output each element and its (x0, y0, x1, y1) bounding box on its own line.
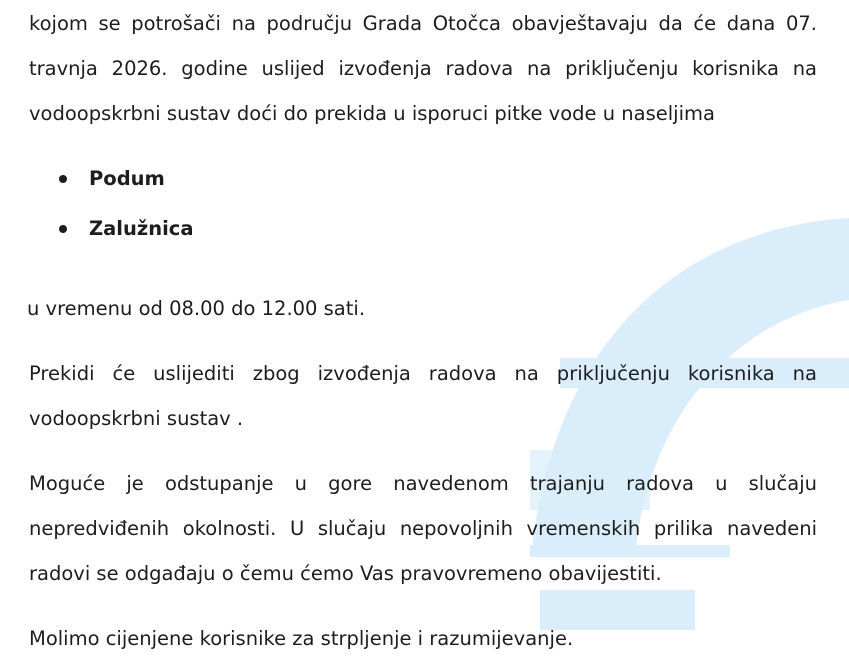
reason-line-1: Prekidi će uslijediti zbog izvođenja radova na priključenju korisnika na (29, 362, 817, 385)
reason-paragraph (29, 351, 817, 441)
deviation-line-3: radovi se odgađaju o čemu ćemo Vas pravovremeno obavijestiti. (29, 562, 662, 585)
settlement-name: Podum (89, 167, 165, 190)
reason-line-2: vodoopskrbni sustav . (29, 407, 244, 430)
settlement-list (57, 154, 194, 254)
bullet-icon (59, 175, 67, 183)
list-item (57, 204, 194, 254)
closing-paragraph (29, 616, 817, 661)
intro-paragraph (29, 1, 817, 136)
intro-line-3: vodoopskrbni sustav doći do prekida u isporuci pitke vode u naseljima (29, 102, 715, 125)
bullet-icon (59, 225, 67, 233)
time-paragraph (27, 286, 815, 331)
time-line: u vremenu od 08.00 do 12.00 sati. (27, 297, 366, 320)
closing-line: Molimo cijenjene korisnike za strpljenje i razumijevanje. (29, 627, 574, 650)
intro-line-1: kojom se potrošači na području Grada Otočca obavještavaju da će dana 07. (29, 12, 817, 35)
deviation-line-1: Moguće je odstupanje u gore navedenom trajanju radova u slučaju (29, 472, 817, 495)
intro-line-2: travnja 2026. godine uslijed izvođenja radova na priključenju korisnika na (29, 57, 817, 80)
deviation-paragraph (29, 461, 817, 596)
deviation-line-2: nepredviđenih okolnosti. U slučaju nepovoljnih vremenskih prilika navedeni (29, 517, 817, 540)
list-item (57, 154, 194, 204)
settlement-name: Zalužnica (89, 217, 194, 240)
